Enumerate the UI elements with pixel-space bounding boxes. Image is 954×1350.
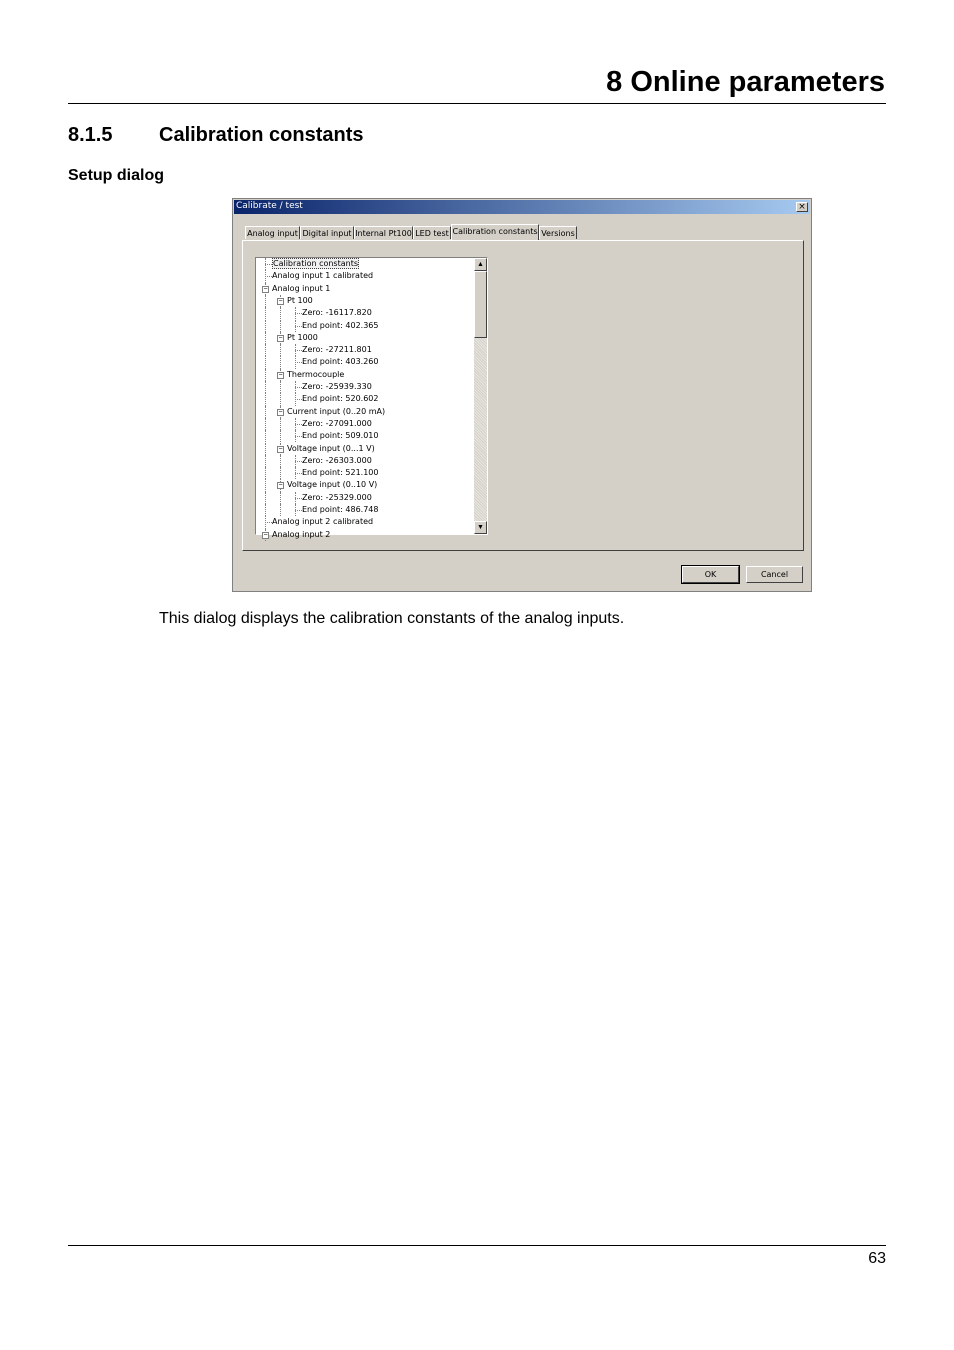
tree-guide xyxy=(295,418,296,430)
close-button[interactable]: × xyxy=(796,202,808,212)
tree-expander-icon[interactable]: − xyxy=(263,285,268,293)
tree-guide xyxy=(265,479,266,491)
tree-guide xyxy=(280,492,281,504)
tree-node[interactable] xyxy=(302,467,378,479)
tree-guide xyxy=(265,258,266,270)
tree-node-label: Analog input 2 xyxy=(272,529,331,539)
tree-guide xyxy=(280,344,281,356)
footer-rule xyxy=(68,1245,886,1246)
tree-guide xyxy=(265,307,266,319)
tree-node[interactable] xyxy=(302,307,372,319)
tree-guide xyxy=(265,467,266,479)
tree-node-label: Current input (0..20 mA) xyxy=(287,406,386,416)
tree-node[interactable] xyxy=(287,479,377,491)
tree-guide xyxy=(265,270,266,282)
tree-guide xyxy=(265,344,266,356)
tree-guide xyxy=(265,332,266,344)
tree-node-label: Analog input 1 xyxy=(272,283,331,293)
tree-guide xyxy=(280,430,281,442)
tree-guide xyxy=(280,356,281,368)
tree-guide xyxy=(265,418,266,430)
tree-node[interactable] xyxy=(302,430,378,442)
scroll-up-button[interactable]: ▲ xyxy=(474,258,487,271)
tree-guide xyxy=(295,430,296,442)
tree-expander-icon[interactable]: − xyxy=(278,482,283,490)
tree-node[interactable] xyxy=(302,356,378,368)
tree-guide xyxy=(295,455,296,467)
tree-node[interactable] xyxy=(302,492,372,504)
tree-node-label: End point: 402.365 xyxy=(302,320,379,330)
tree-node-label: Thermocouple xyxy=(287,369,345,379)
tab-versions[interactable]: Versions xyxy=(539,226,577,239)
tree-guide xyxy=(280,307,281,319)
tab-analog-input[interactable]: Analog input xyxy=(245,226,300,239)
chapter-title: 8 Online parameters xyxy=(606,66,885,98)
tree-guide xyxy=(265,492,266,504)
tree-node[interactable] xyxy=(287,369,344,381)
tree-expander-icon[interactable]: − xyxy=(278,371,283,379)
tree-guide xyxy=(295,393,296,405)
tree-node[interactable] xyxy=(287,406,385,418)
tree-guide xyxy=(280,381,281,393)
tree-node-label: Pt 100 xyxy=(287,295,313,305)
tree-guide xyxy=(265,406,266,418)
tree-guide xyxy=(265,393,266,405)
tree-guide xyxy=(280,393,281,405)
tree-node-label: Zero: -25939.330 xyxy=(302,382,372,391)
tree-node-label: Voltage input (0..10 V) xyxy=(287,480,378,490)
tree-node-label: Zero: -26303.000 xyxy=(302,455,372,465)
tree-node[interactable] xyxy=(272,258,359,270)
tree-node[interactable] xyxy=(272,516,373,528)
tree-expander-icon[interactable]: − xyxy=(278,297,283,305)
tree-node[interactable] xyxy=(287,295,313,307)
tree-expander-icon[interactable]: − xyxy=(263,531,268,539)
tree-node[interactable] xyxy=(302,344,372,356)
tree-guide xyxy=(265,320,266,332)
tree-node-label: Analog input 1 calibrated xyxy=(272,271,374,281)
tree-node-label: Zero: -27211.801 xyxy=(302,345,372,355)
tree-guide xyxy=(265,369,266,381)
tree-guide xyxy=(295,307,296,319)
tree-node-label: Voltage input (0...1 V) xyxy=(287,443,375,453)
tree-scrollbar[interactable] xyxy=(474,258,487,534)
tree-guide xyxy=(295,467,296,479)
tree-guide xyxy=(295,381,296,393)
tab-digital-input[interactable]: Digital input xyxy=(300,226,354,239)
cancel-button[interactable]: Cancel xyxy=(746,566,803,583)
tree-guide xyxy=(265,295,266,307)
tree-guide xyxy=(265,455,266,467)
header-rule xyxy=(68,103,886,104)
tree-node[interactable] xyxy=(302,320,378,332)
tree-guide xyxy=(295,320,296,332)
tree-guide xyxy=(280,504,281,516)
tree-guide xyxy=(265,504,266,516)
tree-guide xyxy=(295,356,296,368)
tree-guide xyxy=(265,443,266,455)
tree-node-label: End point: 509.010 xyxy=(302,431,379,441)
tree-guide xyxy=(265,381,266,393)
dialog-titlebar[interactable] xyxy=(234,200,810,214)
tree-guide xyxy=(265,356,266,368)
tree-node[interactable] xyxy=(272,270,373,282)
scroll-thumb[interactable] xyxy=(474,271,487,338)
ok-button[interactable]: OK xyxy=(682,566,739,583)
tree-node[interactable] xyxy=(302,381,372,393)
tree-guide xyxy=(295,504,296,516)
tree-node-label: Zero: -25329.000 xyxy=(302,492,372,502)
tree-node-label: Pt 1000 xyxy=(287,332,318,342)
tree-node[interactable] xyxy=(287,443,375,455)
tree-guide xyxy=(295,344,296,356)
tree-expander-icon[interactable]: − xyxy=(278,408,283,416)
tree-guide xyxy=(295,492,296,504)
tree-guide xyxy=(265,430,266,442)
tree-guide xyxy=(265,516,266,528)
tree-node[interactable] xyxy=(302,418,372,430)
tree-node[interactable] xyxy=(302,393,378,405)
tree-expander-icon[interactable]: − xyxy=(278,445,283,453)
tree-node[interactable] xyxy=(272,529,330,541)
tree-node-label: End point: 403.260 xyxy=(302,357,379,367)
dialog-title: Calibrate / test xyxy=(236,201,303,211)
tree-node[interactable] xyxy=(287,332,318,344)
tree-guide xyxy=(280,455,281,467)
tree-node-label: Analog input 2 calibrated xyxy=(272,517,374,527)
tree-node[interactable] xyxy=(302,504,378,516)
tree-guide xyxy=(280,418,281,430)
page-number: 63 xyxy=(868,1250,886,1267)
calibration-tree[interactable] xyxy=(255,257,488,539)
tab-calibration-constants[interactable]: Calibration constants xyxy=(451,224,539,240)
section-number: 8.1.5 xyxy=(68,124,113,146)
tree-node-label: End point: 521.100 xyxy=(302,468,379,478)
tree-node-label: End point: 520.602 xyxy=(302,394,379,404)
body-text: This dialog displays the calibration constants of the analog inputs. xyxy=(159,610,625,627)
tab-internal-pt100[interactable]: Internal Pt100 xyxy=(354,226,413,239)
tree-guide xyxy=(280,320,281,332)
calibrate-dialog xyxy=(232,198,812,592)
tree-node[interactable] xyxy=(272,283,330,295)
tree-node-label: Calibration constants xyxy=(273,259,359,268)
tree-node-label: End point: 486.748 xyxy=(302,505,379,514)
tree-expander-icon[interactable]: − xyxy=(278,334,283,342)
section-title: Calibration constants xyxy=(159,124,364,146)
tree-node-label: Zero: -16117.820 xyxy=(302,308,372,318)
subheading: Setup dialog xyxy=(68,167,164,184)
tree-node-label: Zero: -27091.000 xyxy=(302,418,372,428)
tree-node[interactable] xyxy=(302,455,372,467)
scroll-down-button[interactable]: ▼ xyxy=(474,521,487,534)
tab-led-test[interactable]: LED test xyxy=(413,226,451,239)
tree-guide xyxy=(280,467,281,479)
